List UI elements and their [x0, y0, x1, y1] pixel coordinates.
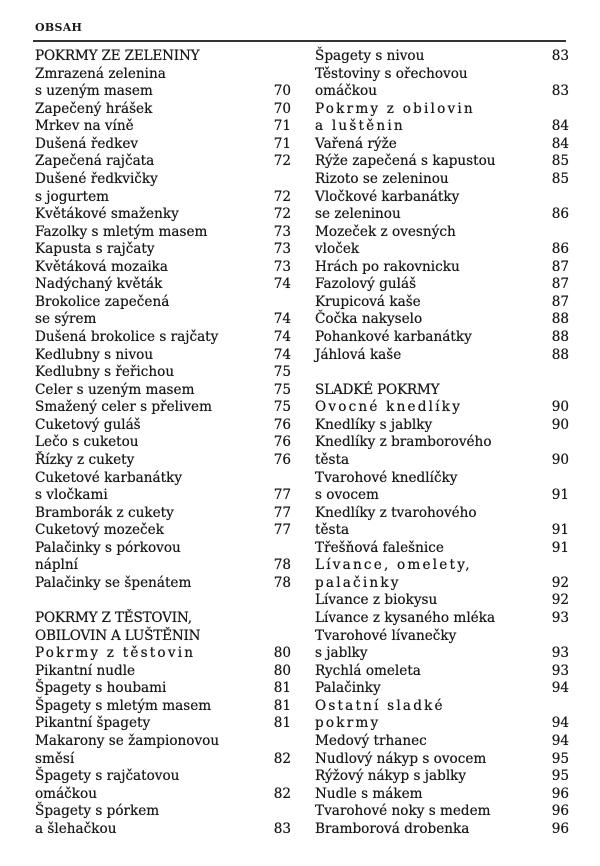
toc-entry-title: Celer s uzeným masem	[35, 381, 195, 398]
toc-entry	[315, 206, 569, 224]
toc-entry-title: Pokrmy z těstovin	[35, 645, 196, 662]
toc-entry	[35, 259, 291, 277]
toc-entry-title: Cuketový guláš	[35, 416, 141, 433]
toc-page-number: 93	[551, 610, 569, 626]
toc-entry-title: Kapusta s rajčaty	[35, 241, 155, 258]
toc-entry	[35, 382, 291, 400]
toc-entry	[35, 821, 291, 839]
toc-entry	[315, 171, 569, 189]
toc-entry	[35, 118, 291, 136]
toc-entry-title: Cuketový mozeček	[35, 522, 164, 539]
toc-entry	[35, 452, 291, 470]
toc-entry	[35, 101, 291, 119]
toc-entry	[35, 153, 291, 171]
toc-entry	[315, 66, 569, 84]
toc-column-right	[315, 48, 569, 838]
toc-entry	[315, 522, 569, 540]
toc-entry-title: a šlehačkou	[35, 820, 117, 837]
toc-entry-title: Knedlíky z bramborového	[315, 434, 492, 451]
toc-entry-title: s uzeným masem	[35, 83, 153, 100]
toc-entry-title: vloček	[315, 241, 360, 258]
toc-entry	[315, 294, 569, 312]
toc-entry	[35, 329, 291, 347]
toc-entry	[315, 821, 569, 839]
toc-entry-title: směsí	[35, 750, 75, 767]
toc-page-number: 72	[273, 153, 291, 170]
toc-entry-title: POKRMY ZE ZELENINY	[35, 48, 200, 64]
toc-entry-title: Nadýchaný květák	[35, 276, 163, 293]
toc-page-number: 83	[551, 83, 569, 100]
toc-entry	[35, 786, 291, 804]
toc-entry-title: Rizoto se zeleninou	[315, 170, 449, 187]
toc-page-number: 71	[273, 135, 291, 152]
toc-page-number: 85	[551, 153, 569, 170]
toc-entry-title: palačinky	[315, 574, 401, 591]
toc-entry-title: Nudlový nákyp s ovocem	[315, 750, 487, 767]
toc-entry	[35, 66, 291, 84]
toc-entry-title: Pikantní špagety	[35, 715, 151, 732]
toc-entry-title: Knedlíky z tvarohového	[315, 504, 477, 521]
toc-page-number: 86	[551, 206, 569, 223]
toc-entry	[35, 487, 291, 505]
toc-page-number: 80	[273, 662, 291, 679]
toc-entry	[315, 48, 569, 66]
toc-entry	[315, 610, 569, 628]
toc-entry	[315, 768, 569, 786]
toc-entry-title: SLADKÉ POKRMY	[315, 381, 440, 398]
toc-entry-title: Lívance, omelety,	[315, 557, 472, 574]
toc-entry-title: Špagety s mletým masem	[35, 697, 212, 714]
toc-entry-title: Knedlíky s jablky	[315, 416, 433, 433]
toc-entry	[35, 241, 291, 259]
toc-entry	[35, 311, 291, 329]
toc-entry	[35, 557, 291, 575]
toc-entry-title: Dušená ředkev	[35, 135, 139, 152]
toc-entry	[315, 628, 569, 646]
toc-entry	[315, 329, 569, 347]
toc-page-number: 96	[551, 785, 569, 802]
toc-entry-title: Fazolový guláš	[315, 276, 417, 293]
toc-entry-title: Zapečený hrášek	[35, 100, 153, 117]
toc-entry-title: Ostatní sladké	[315, 697, 445, 714]
toc-page-number: 72	[273, 188, 291, 205]
toc-entry	[35, 171, 291, 189]
toc-subsection-heading	[35, 645, 291, 663]
toc-entry	[315, 276, 569, 294]
toc-page-number: 76	[273, 416, 291, 433]
toc-entry	[315, 83, 569, 101]
toc-entry-title: Zapečená rajčata	[35, 153, 155, 170]
toc-page-number: 86	[551, 241, 569, 258]
toc-page-number: 93	[551, 662, 569, 679]
toc-subsection-heading	[315, 557, 569, 575]
toc-entry-title: se zeleninou	[315, 206, 401, 223]
toc-entry-title: Rýže zapečená s kapustou	[315, 153, 496, 170]
toc-page-number: 83	[551, 48, 569, 64]
toc-entry	[315, 786, 569, 804]
toc-entry	[35, 680, 291, 698]
toc-entry-title: pokrmy	[315, 715, 381, 732]
toc-entry	[315, 434, 569, 452]
toc-entry	[35, 751, 291, 769]
toc-entry-title: Špagety s nivou	[315, 48, 425, 64]
toc-subsection-heading	[315, 698, 569, 716]
toc-page-number: 87	[551, 293, 569, 310]
toc-entry-title: Dušená brokolice s rajčaty	[35, 329, 219, 345]
toc-entry-title: Medový trhanec	[315, 732, 427, 749]
toc-entry	[315, 470, 569, 488]
toc-entry-title: těsta	[315, 451, 350, 468]
toc-page-number: 94	[551, 680, 569, 697]
toc-entry	[35, 470, 291, 488]
toc-entry	[35, 276, 291, 294]
toc-page-number: 84	[551, 135, 569, 152]
toc-entry	[35, 364, 291, 382]
toc-entry	[35, 698, 291, 716]
toc-entry-title: Smažený celer s přelivem	[35, 399, 212, 416]
toc-page-number: 74	[273, 329, 291, 345]
toc-page-number: 88	[551, 311, 569, 328]
toc-entry	[315, 189, 569, 207]
toc-page-number: 82	[273, 785, 291, 802]
toc-entry-title: Třešňová falešnice	[315, 539, 444, 556]
toc-entry	[315, 311, 569, 329]
toc-subsection-heading	[315, 575, 569, 593]
toc-entry	[315, 241, 569, 259]
toc-page-number: 96	[551, 803, 569, 820]
toc-page-number: 73	[273, 258, 291, 275]
toc-page-number: 74	[273, 346, 291, 363]
toc-entry-title: Květáková mozaika	[35, 258, 169, 275]
toc-page-number: 90	[551, 451, 569, 468]
toc-entry-title: Palačinky se špenátem	[35, 574, 192, 591]
toc-entry-title: Lívance z biokysu	[315, 592, 438, 609]
toc-page-number: 71	[273, 118, 291, 135]
toc-entry-title: Vločkové karbanátky	[315, 188, 460, 205]
toc-entry-title: a luštěnin	[315, 118, 405, 135]
toc-page-number: 70	[273, 83, 291, 100]
toc-page-number: 78	[273, 574, 291, 591]
toc-entry	[315, 153, 569, 171]
toc-entry	[35, 663, 291, 681]
toc-page-number: 95	[551, 750, 569, 767]
toc-entry-title: Jáhlová kaše	[315, 346, 402, 363]
toc-entry-title: Pikantní nudle	[35, 662, 136, 679]
toc-entry	[315, 224, 569, 242]
toc-page-number: 84	[551, 118, 569, 135]
toc-entry-title: Makarony se žampionovou	[35, 732, 220, 749]
toc-entry	[315, 733, 569, 751]
toc-entry-title: Rýžový nákyp s jablky	[315, 768, 467, 785]
toc-page-number: 94	[551, 715, 569, 732]
toc-entry	[315, 347, 569, 365]
toc-entry-title: Rychlá omeleta	[315, 662, 421, 679]
toc-entry	[35, 83, 291, 101]
toc-entry-title: Brokolice zapečená	[35, 293, 170, 310]
toc-page-number: 93	[551, 645, 569, 662]
toc-entry	[35, 434, 291, 452]
toc-entry-title: Tvarohové knedlíčky	[315, 469, 458, 486]
toc-page-number: 77	[273, 487, 291, 504]
toc-page-number: 77	[273, 504, 291, 521]
toc-page-number: 88	[551, 346, 569, 363]
toc-subsection-heading	[315, 399, 569, 417]
toc-entry	[35, 417, 291, 435]
toc-section-heading	[35, 610, 291, 628]
toc-entry	[35, 347, 291, 365]
toc-entry-title: Lívance z kysaného mléka	[315, 610, 496, 626]
toc-entry-title: Špagety s houbami	[35, 680, 167, 697]
toc-entry-title: Těstoviny s ořechovou	[315, 65, 468, 82]
toc-page-number: 72	[273, 206, 291, 223]
toc-entry	[35, 575, 291, 593]
toc-entry-title: Tvarohové lívanečky	[315, 627, 457, 644]
toc-subsection-heading	[315, 715, 569, 733]
toc-page-number: 92	[551, 574, 569, 591]
toc-page-number: 74	[273, 276, 291, 293]
toc-page-number: 78	[273, 557, 291, 574]
toc-entry-title: s jogurtem	[35, 188, 110, 205]
toc-page-number: 87	[551, 258, 569, 275]
toc-entry-title: se sýrem	[35, 311, 97, 328]
toc-page-number: 82	[273, 750, 291, 767]
toc-page-number: 90	[551, 399, 569, 416]
toc-subsection-heading	[315, 101, 569, 119]
toc-entry-title: Řízky z cukety	[35, 451, 135, 468]
toc-page-number: 81	[273, 680, 291, 697]
toc-entry	[35, 206, 291, 224]
toc-page-number: 75	[273, 399, 291, 416]
toc-entry	[315, 259, 569, 277]
toc-entry-title: OBILOVIN A LUŠTĚNIN	[35, 627, 201, 644]
toc-entry-title: Mrkev na víně	[35, 118, 134, 135]
toc-entry-title: Mozeček z ovesných	[315, 223, 456, 240]
toc-page-number: 80	[273, 645, 291, 662]
toc-entry-title: s jablky	[315, 645, 368, 662]
toc-entry	[35, 803, 291, 821]
toc-page-number: 85	[551, 170, 569, 187]
toc-page-number: 75	[273, 364, 291, 381]
toc-entry-title: s ovocem	[315, 487, 379, 504]
toc-entry-title: Pokrmy z obilovin	[315, 100, 475, 117]
toc-page-number: 75	[273, 381, 291, 398]
toc-page-number: 70	[273, 100, 291, 117]
toc-page-number: 77	[273, 522, 291, 539]
toc-entry-title: Hrách po rakovnicku	[315, 258, 460, 275]
toc-entry-title: omáčkou	[35, 785, 97, 802]
toc-entry-title: náplní	[35, 557, 79, 574]
toc-page-number: 81	[273, 715, 291, 732]
toc-subsection-heading	[315, 118, 569, 136]
toc-spacer	[35, 592, 291, 610]
toc-page-number: 74	[273, 311, 291, 328]
toc-entry-title: těsta	[315, 522, 350, 539]
toc-page-number: 83	[273, 820, 291, 837]
toc-entry-title: Kedlubny s nivou	[35, 346, 154, 363]
toc-page-number: 91	[551, 487, 569, 504]
toc-section-heading	[35, 628, 291, 646]
toc-entry	[315, 645, 569, 663]
toc-entry-title: Cuketové karbanátky	[35, 469, 183, 486]
toc-entry	[315, 452, 569, 470]
toc-entry	[315, 751, 569, 769]
toc-entry-title: s vločkami	[35, 487, 108, 504]
toc-page-number: 96	[551, 820, 569, 837]
toc-page-number: 81	[273, 697, 291, 714]
toc-entry	[35, 540, 291, 558]
toc-entry	[315, 803, 569, 821]
toc-entry	[35, 136, 291, 154]
toc-page-number: 92	[551, 592, 569, 609]
toc-entry-title: Lečo s cuketou	[35, 434, 139, 451]
toc-entry-title: Bramborák z cukety	[35, 504, 174, 521]
toc-entry	[315, 505, 569, 523]
toc-entry	[35, 715, 291, 733]
toc-entry	[35, 768, 291, 786]
toc-entry-title: Čočka nakyselo	[315, 311, 423, 328]
toc-page-number: 95	[551, 768, 569, 785]
toc-spacer	[315, 364, 569, 382]
toc-entry-title: Palačinky	[315, 680, 381, 697]
toc-entry-title: Zmrazená zelenina	[35, 65, 166, 82]
toc-entry-title: Kedlubny s řeřichou	[35, 364, 175, 381]
toc-page-number: 88	[551, 329, 569, 345]
toc-entry-title: Špagety s pórkem	[35, 803, 160, 820]
toc-entry-title: Vařená rýže	[315, 135, 397, 152]
toc-entry	[35, 522, 291, 540]
toc-page-number: 73	[273, 223, 291, 240]
toc-column-left	[35, 48, 291, 838]
toc-entry	[35, 224, 291, 242]
header-rule	[33, 40, 566, 42]
toc-page-number: 91	[551, 539, 569, 556]
page-header-title: OBSAH	[35, 21, 83, 34]
toc-entry	[315, 592, 569, 610]
toc-entry-title: Špagety s rajčatovou	[35, 768, 180, 785]
toc-page-number: 90	[551, 416, 569, 433]
toc-entry-title: Pohankové karbanátky	[315, 329, 472, 345]
toc-entry-title: Nudle s mákem	[315, 785, 423, 802]
toc-entry	[315, 487, 569, 505]
toc-entry-title: Fazolky s mletým masem	[35, 223, 208, 240]
toc-entry-title: Ovocné knedlíky	[315, 399, 463, 416]
toc-page-number: 94	[551, 732, 569, 749]
toc-entry-title: Palačinky s pórkovou	[35, 539, 181, 556]
toc-entry	[35, 189, 291, 207]
toc-page-number: 91	[551, 522, 569, 539]
toc-entry-title: omáčkou	[315, 83, 377, 100]
toc-entry-title: Květákové smaženky	[35, 206, 179, 223]
toc-page-number: 73	[273, 241, 291, 258]
toc-section-heading	[315, 382, 569, 400]
toc-section-heading	[35, 48, 291, 66]
toc-page-number: 76	[273, 451, 291, 468]
toc-entry	[315, 417, 569, 435]
toc-entry-title: Tvarohové noky s medem	[315, 803, 491, 820]
toc-entry	[35, 733, 291, 751]
toc-entry	[35, 505, 291, 523]
toc-entry	[35, 294, 291, 312]
toc-entry-title: Dušené ředkvičky	[35, 170, 158, 187]
toc-entry	[315, 680, 569, 698]
toc-entry-title: Bramborová drobenka	[315, 820, 470, 837]
toc-entry	[35, 399, 291, 417]
toc-entry-title: Krupicová kaše	[315, 293, 421, 310]
toc-entry-title: POKRMY Z TĚSTOVIN,	[35, 610, 192, 626]
toc-entry	[315, 663, 569, 681]
toc-entry	[315, 136, 569, 154]
toc-entry	[315, 540, 569, 558]
toc-page-number: 76	[273, 434, 291, 451]
toc-page-number: 87	[551, 276, 569, 293]
